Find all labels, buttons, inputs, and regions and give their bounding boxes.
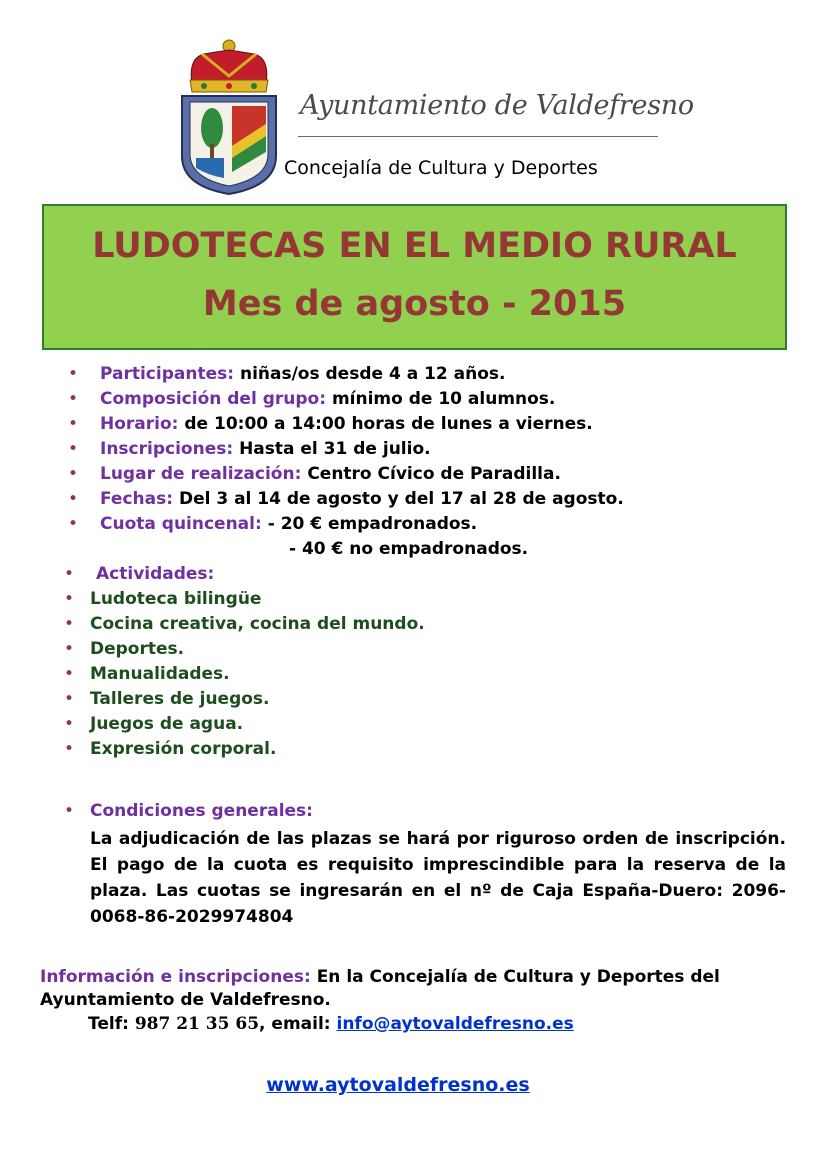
bullet-icon: •: [68, 489, 79, 509]
activity-item: Ludoteca bilingüe: [90, 589, 262, 609]
detail-horario: Horario: de 10:00 a 14:00 horas de lunes a viernes.: [100, 414, 593, 434]
detail-participantes: Participantes: niñas/os desde 4 a 12 años.: [100, 364, 506, 384]
info-block: [40, 966, 788, 1012]
bullet-icon: •: [64, 664, 75, 684]
email-link[interactable]: info@aytovaldefresno.es: [336, 1014, 574, 1034]
bullet-icon: •: [64, 589, 75, 609]
bullet-icon: •: [64, 689, 75, 709]
info-label: Información e inscripciones:: [40, 967, 311, 987]
detail-cuota: Cuota quincenal: - 20 € empadronados.: [100, 514, 478, 534]
telf-label: Telf:: [88, 1014, 129, 1034]
contact-line: [88, 1012, 574, 1036]
detail-composicion: Composición del grupo: mínimo de 10 alumnos.: [100, 389, 556, 409]
detail-cuota-second: - 40 € no empadronados.: [289, 539, 529, 559]
bullet-icon: •: [68, 514, 79, 534]
info-text: En la Concejalía de Cultura y Deportes del Ayuntamiento de Valdefresno.: [40, 967, 720, 1010]
bullet-icon: •: [68, 414, 79, 434]
website-footer: [0, 1074, 796, 1096]
bullet-icon: •: [68, 464, 79, 484]
header-divider: [298, 136, 658, 137]
bullet-icon: •: [64, 639, 75, 659]
bullet-icon: •: [64, 614, 75, 634]
title-box: [42, 204, 787, 350]
coat-of-arms-icon: [174, 36, 284, 196]
ayuntamiento-title: Ayuntamiento de Valdefresno: [300, 90, 694, 121]
subtitle-date: Mes de agosto - 2015: [202, 284, 627, 324]
concejalia-subtitle: Concejalía de Cultura y Deportes: [284, 157, 598, 179]
detail-lugar: Lugar de realización: Centro Cívico de Paradilla.: [100, 464, 561, 484]
activity-item: Juegos de agua.: [90, 714, 244, 734]
website-link[interactable]: www.aytovaldefresno.es: [266, 1074, 530, 1096]
actividades-heading: Actividades:: [96, 564, 215, 584]
activity-item: Talleres de juegos.: [90, 689, 270, 709]
activity-item: Expresión corporal.: [90, 739, 277, 759]
email-label: , email:: [259, 1014, 331, 1034]
detail-fechas: Fechas: Del 3 al 14 de agosto y del 17 al 28 de agosto.: [100, 489, 624, 509]
telf-number: 987 21 35 65: [134, 1014, 260, 1034]
bullet-icon: •: [68, 389, 79, 409]
activity-item: Manualidades.: [90, 664, 230, 684]
main-title: LUDOTECAS EN EL MEDIO RURAL: [92, 226, 737, 266]
condiciones-text: La adjudicación de las plazas se hará por riguroso orden de inscripción. El pago de la cuota es requisito imprescindible para la reserva de la plaza. Las cuotas se ingresarán en el nº de Caja España-Duero: 2096-0068-86-2029974804: [90, 829, 786, 927]
detail-inscripciones: Inscripciones: Hasta el 31 de julio.: [100, 439, 431, 459]
bullet-icon: •: [64, 739, 75, 759]
bullet-icon: •: [64, 801, 75, 821]
activity-item: Cocina creativa, cocina del mundo.: [90, 614, 425, 634]
bullet-icon: •: [68, 439, 79, 459]
condiciones-heading: Condiciones generales:: [90, 801, 313, 821]
activity-item: Deportes.: [90, 639, 185, 659]
bullet-icon: •: [64, 564, 75, 584]
bullet-icon: •: [64, 714, 75, 734]
bullet-icon: •: [68, 364, 79, 384]
